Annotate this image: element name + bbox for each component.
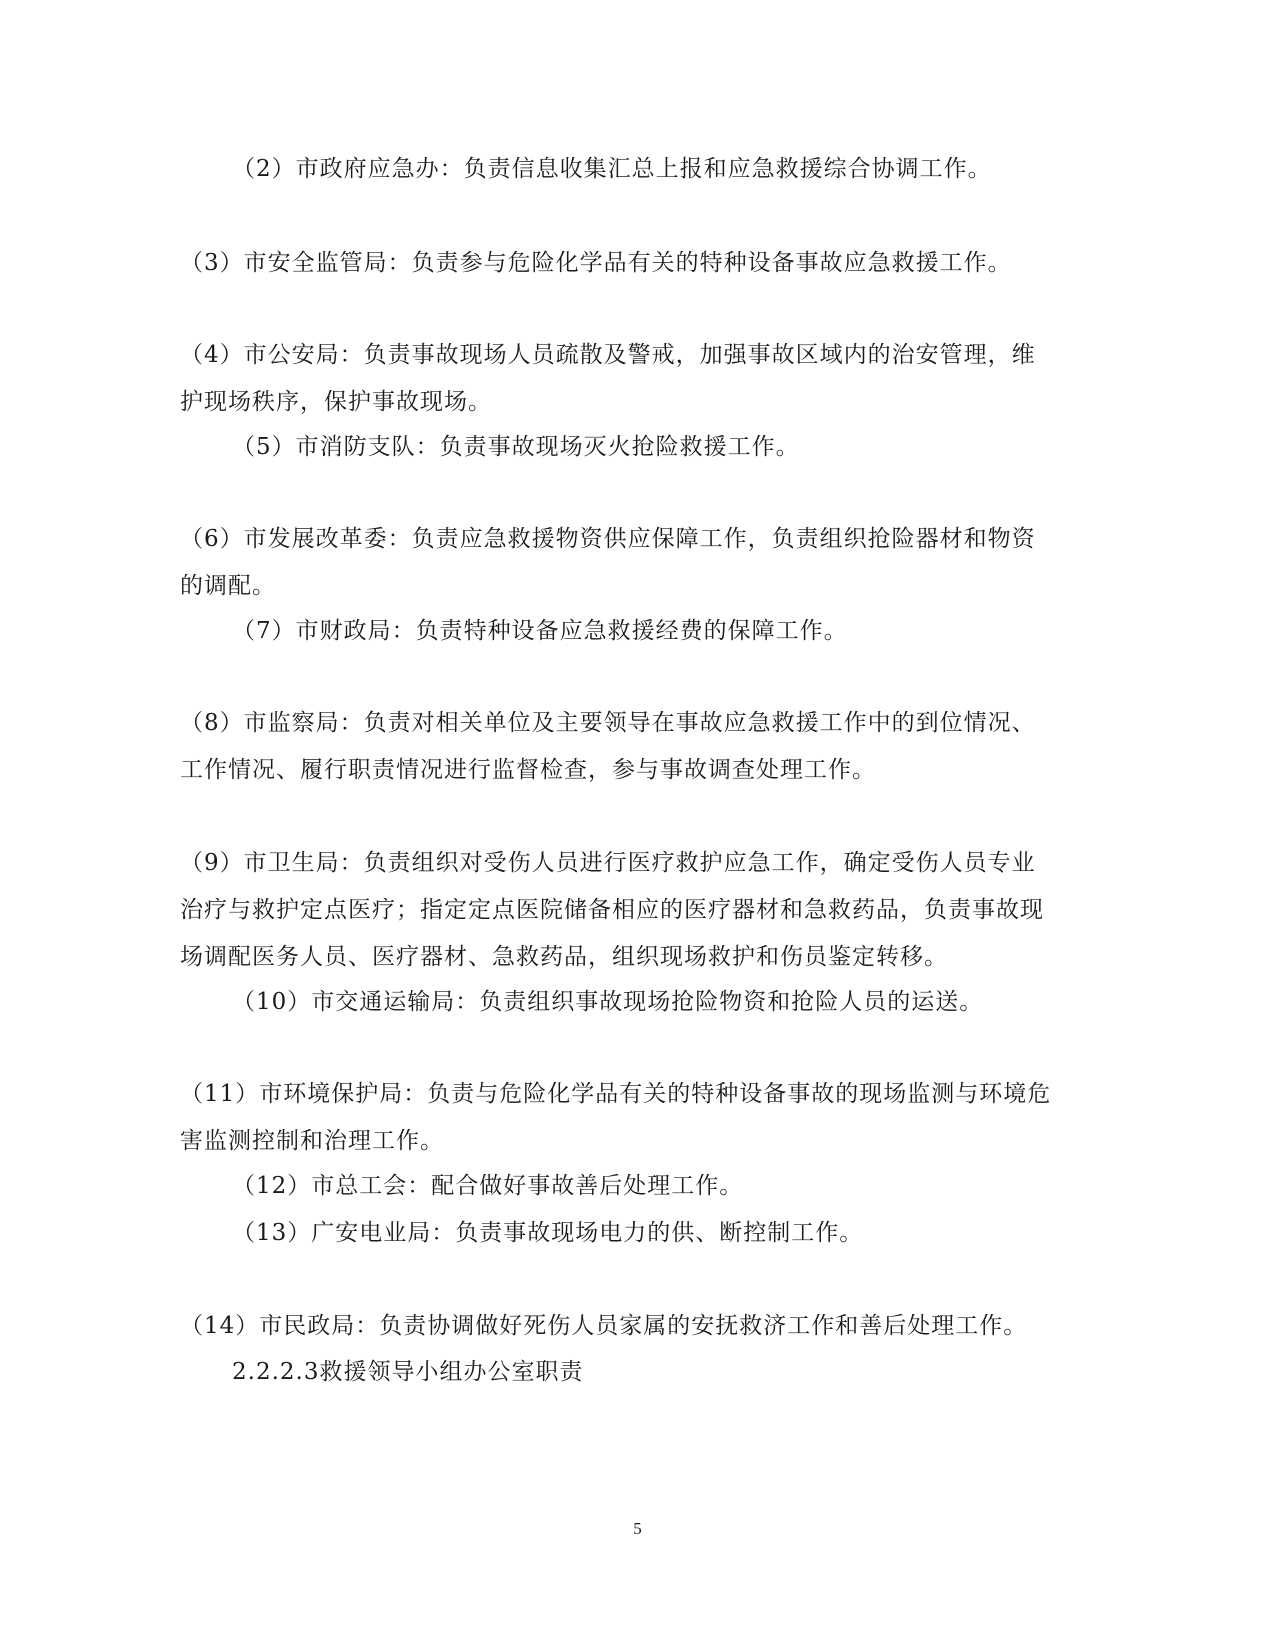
- paragraph-line: 场调配医务人员、医疗器材、急救药品，组织现场救护和伤员鉴定转移。: [180, 944, 948, 970]
- paragraph-item-2: [232, 146, 992, 193]
- paragraph-line: （7）市财政局：负责特种设备应急救援经费的保障工作。: [232, 618, 848, 644]
- paragraph-item-4: [180, 332, 1036, 426]
- paragraph-line: （9）市卫生局：负责组织对受伤人员进行医疗救护应急工作，确定受伤人员专业: [180, 850, 1036, 876]
- paragraph-item-9: [180, 840, 1044, 981]
- heading-text: 2.2.2.3救援领导小组办公室职责: [232, 1359, 584, 1385]
- paragraph-item-3: [180, 240, 1012, 287]
- paragraph-line: （4）市公安局：负责事故现场人员疏散及警戒，加强事故区域内的治安管理，维: [180, 342, 1036, 368]
- paragraph-line: （13）广安电业局：负责事故现场电力的供、断控制工作。: [232, 1220, 864, 1246]
- section-heading: [232, 1349, 583, 1396]
- paragraph-item-7: [232, 608, 848, 655]
- paragraph-item-5: [232, 424, 800, 471]
- paragraph-line: （14）市民政局：负责协调做好死伤人员家属的安抚救济工作和善后处理工作。: [180, 1313, 1028, 1339]
- paragraph-line: 护现场秩序，保护事故现场。: [180, 389, 492, 415]
- paragraph-item-8: [180, 700, 1036, 794]
- paragraph-line: （12）市总工会：配合做好事故善后处理工作。: [232, 1173, 744, 1199]
- paragraph-item-12: [232, 1163, 743, 1210]
- paragraph-line: （5）市消防支队：负责事故现场灭火抢险救援工作。: [232, 434, 800, 460]
- page-number: 5: [633, 1519, 642, 1538]
- paragraph-line: （10）市交通运输局：负责组织事故现场抢险物资和抢险人员的运送。: [232, 989, 984, 1015]
- paragraph-item-10: [232, 979, 983, 1026]
- paragraph-line: （6）市发展改革委：负责应急救援物资供应保障工作，负责组织抢险器材和物资: [180, 526, 1036, 552]
- paragraph-line: （11）市环境保护局：负责与危险化学品有关的特种设备事故的现场监测与环境危: [180, 1081, 1052, 1107]
- paragraph-line: （2）市政府应急办：负责信息收集汇总上报和应急救援综合协调工作。: [232, 156, 992, 182]
- paragraph-item-11: [180, 1071, 1051, 1165]
- paragraph-line: （8）市监察局：负责对相关单位及主要领导在事故应急救援工作中的到位情况、: [180, 710, 1036, 736]
- paragraph-line: 的调配。: [180, 573, 276, 599]
- paragraph-line: 治疗与救护定点医疗；指定定点医院储备相应的医疗器材和急救药品，负责事故现: [180, 897, 1044, 923]
- paragraph-item-14: [180, 1303, 1027, 1350]
- paragraph-line: 工作情况、履行职责情况进行监督检查，参与事故调查处理工作。: [180, 757, 876, 783]
- paragraph-item-6: [180, 516, 1036, 610]
- paragraph-line: （3）市安全监管局：负责参与危险化学品有关的特种设备事故应急救援工作。: [180, 250, 1012, 276]
- paragraph-line: 害监测控制和治理工作。: [180, 1128, 444, 1154]
- paragraph-item-13: [232, 1210, 863, 1257]
